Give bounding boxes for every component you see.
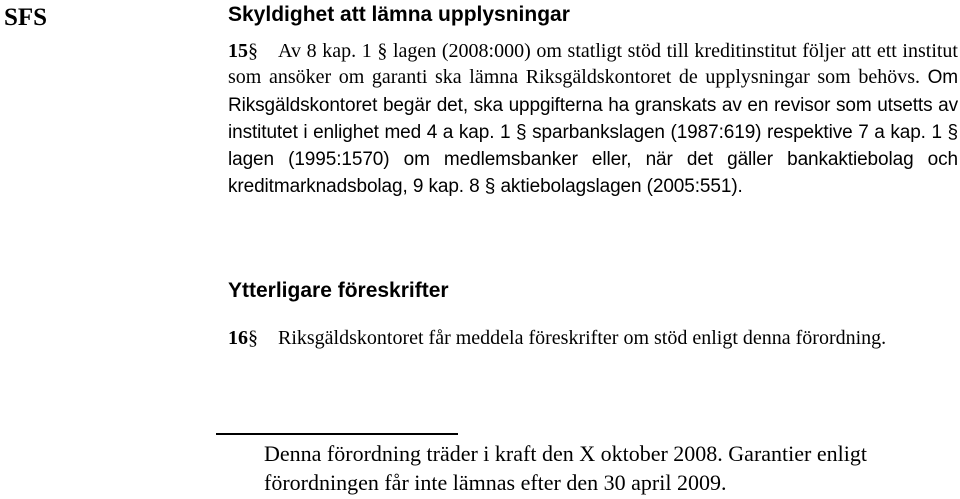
paragraph-text-continued: Om Riksgäldskontoret begär det, ska uppgifterna ha granskats av en revisor som utsetts av institutet i enlighet med 4 a kap. 1 § sparbankslagen (1987:619) respektive 7 a kap. 1 § lagen (1995:1570) om medlemsbanker eller, när det gäller bankaktiebolag och kreditmarknadsbolag, 9 kap. 8 § aktiebolagslagen (2005:551). bbox=[228, 67, 959, 198]
section-heading: Skyldighet att lämna upplysningar bbox=[228, 3, 570, 26]
paragraph-text: Riksgäldskontoret får meddela föreskrifter om stöd enligt denna förordning. bbox=[278, 327, 887, 349]
paragraph-number: 16 bbox=[228, 327, 248, 349]
collection-mark: SFS bbox=[4, 4, 48, 31]
paragraph-15 bbox=[228, 38, 958, 201]
footnote-divider bbox=[216, 433, 458, 435]
paragraph-text: Av 8 kap. 1 § lagen (2008:000) om statligt stöd till kreditinstitut följer att ett institut som ansöker om garanti ska lämna Riksgäldskontoret de upplysningar som behövs. bbox=[228, 40, 958, 89]
paragraph-number: 15 bbox=[228, 40, 248, 62]
section-sign: § bbox=[248, 327, 258, 349]
regulations-heading: Ytterligare föreskrifter bbox=[228, 279, 449, 302]
section-sign: § bbox=[248, 40, 258, 62]
paragraph-16 bbox=[228, 325, 958, 351]
footnote: Denna förordning träder i kraft den X oktober 2008. Garantier enligt förordningen får inte lämnas efter den 30 april 2009. bbox=[264, 441, 867, 495]
